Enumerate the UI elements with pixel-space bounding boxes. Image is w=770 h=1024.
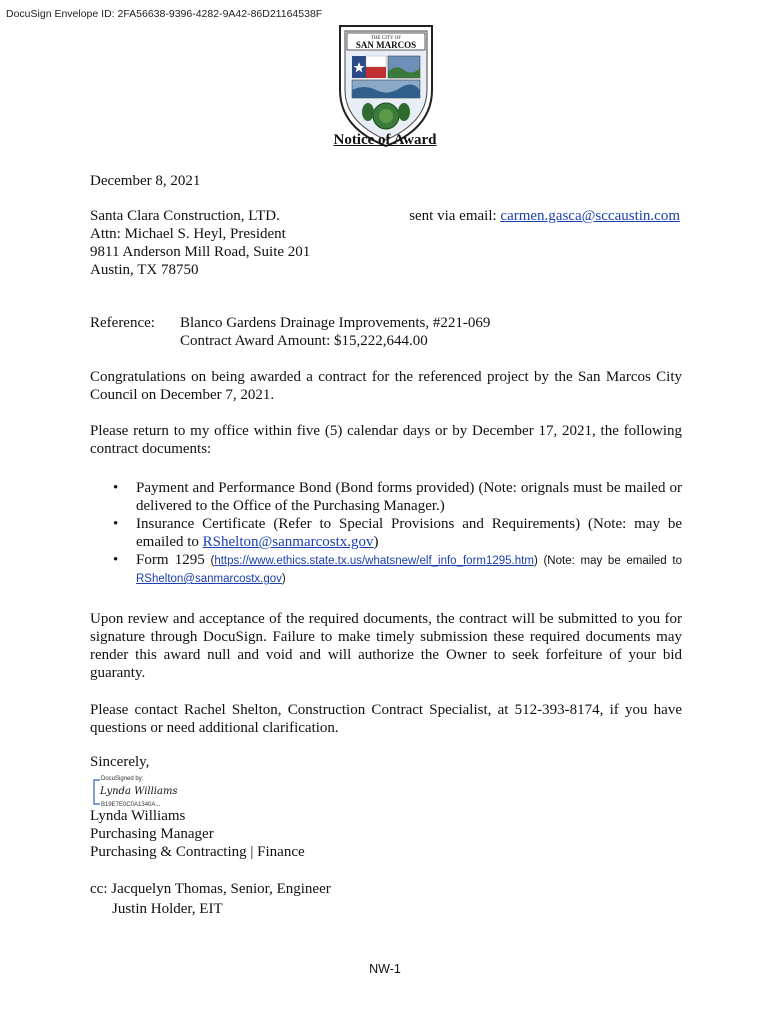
cc-line-2: Justin Holder, EIT: [112, 901, 223, 917]
recipient-attn: Attn: Michael S. Heyl, President: [90, 226, 286, 242]
bullet-icon: •: [113, 552, 119, 568]
recipient-street: 9811 Anderson Mill Road, Suite 201: [90, 244, 311, 260]
paragraph-return: Please return to my office within five (5) calendar days or by December 17, 2021, the following contract documents:: [90, 423, 682, 457]
reference-label: Reference:: [90, 315, 155, 331]
bullet-form-label: Form 1295: [136, 552, 205, 568]
docusign-signature[interactable]: [92, 776, 192, 808]
paragraph-contact: Please contact Rachel Shelton, Construction Contract Specialist, at 512-393-8174, if you have questions or need additional clarification.: [90, 702, 682, 736]
page-title: Notice of Award: [333, 132, 437, 148]
seal-top-text: THE CITY OF: [370, 36, 402, 41]
form-email-link[interactable]: RShelton@sanmarcostx.gov: [136, 573, 282, 585]
list-item: • Form 1295 (https://www.ethics.state.tx.us/whatsnew/elf_info_form1295.htm) (Note: may be emailed to RShelton@sanmarcostx.gov): [113, 552, 682, 585]
list-item: [108, 479, 682, 515]
paragraph-review: Upon review and acceptance of the required documents, the contract will be submitted to you for signature through DocuSign. Failure to make timely submission these required documents may render this award null and void and will authorize the Owner to seek forfeiture of your bid guaranty.: [90, 611, 682, 681]
signer-title: Purchasing Manager: [90, 826, 214, 842]
letter-date: December 8, 2021: [90, 173, 201, 189]
recipient-company: Santa Clara Construction, LTD.: [90, 208, 280, 224]
paragraph-congrats: Congratulations on being awarded a contract for the referenced project by the San Marcos City Council on December 7, 2021.: [90, 369, 682, 403]
reference-amount: Contract Award Amount: $15,222,644.00: [180, 333, 428, 349]
city-seal-logo: [334, 20, 438, 150]
sent-via-label: sent via email:: [409, 208, 497, 224]
bullet-icon: •: [113, 480, 119, 496]
recipient-email-link[interactable]: carmen.gasca@sccaustin.com: [500, 208, 680, 224]
cc-line-1: cc: Jacquelyn Thomas, Senior, Engineer: [90, 881, 331, 897]
signature-cursive: Lynda Williams: [100, 786, 178, 797]
recipient-city: Austin, TX 78750: [90, 262, 199, 278]
page-number: NW-1: [369, 962, 401, 976]
signer-name: Lynda Williams: [90, 808, 186, 824]
signature-id: B19E7E0C0A1340A...: [101, 802, 161, 808]
list-item: • Insurance Certificate (Refer to Special Provisions and Requirements) (Note: may be emailed to RShelton@sanmarcostx.gov): [113, 516, 682, 550]
closing-salutation: Sincerely,: [90, 754, 150, 770]
docusign-envelope-id: DocuSign Envelope ID: 2FA56638-9396-4282-9A42-86D21164538F: [6, 8, 323, 20]
reference-project: Blanco Gardens Drainage Improvements, #221-069: [180, 315, 491, 331]
insurance-email-link[interactable]: RShelton@sanmarcostx.gov: [202, 534, 374, 550]
bullet-bond-text: Payment and Performance Bond (Bond forms provided) (Note: orignals must be mailed or delivered to the Office of the Purchasing Manager.): [136, 480, 682, 514]
docusigned-by-label: DocuSigned by:: [101, 776, 144, 782]
bullet-icon: •: [113, 516, 119, 532]
form-1295-url-link[interactable]: https://www.ethics.state.tx.us/whatsnew/elf_info_form1295.htm: [214, 555, 534, 567]
seal-city-name: SAN MARCOS: [355, 40, 417, 50]
required-documents-list: [108, 479, 682, 588]
sent-via-email: [409, 207, 680, 225]
signer-department: Purchasing & Contracting | Finance: [90, 844, 305, 860]
bullet-insurance-text: Insurance Certificate (Refer to Special Provisions and Requirements) (Note: may be emailed to: [136, 516, 682, 550]
